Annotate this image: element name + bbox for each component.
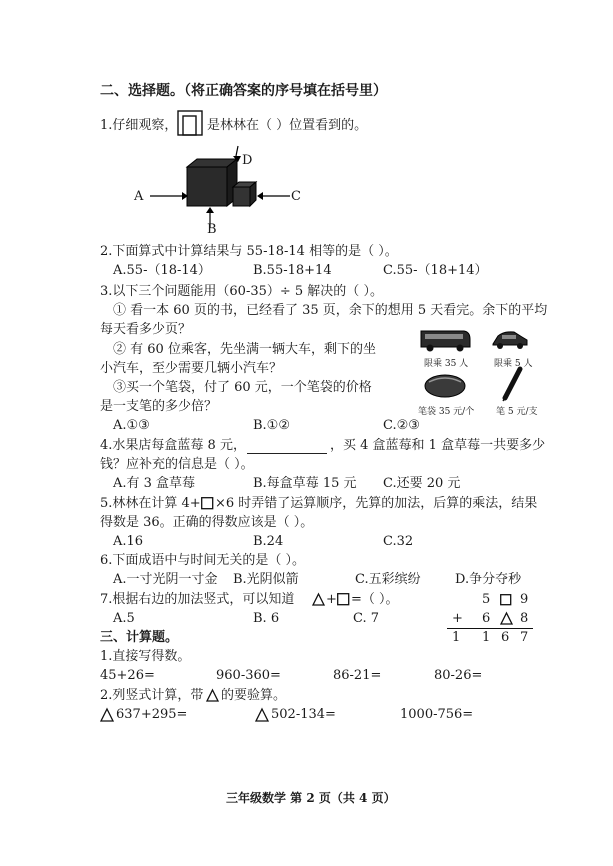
q2-stem: 2.下面算式中计算结果与 55-18-14 相等的是（ ）。 xyxy=(100,244,398,259)
q5-suffix: ×6 时弄错了运算顺序，先算的加法，后算的乘法，结果 xyxy=(215,496,538,511)
pencil-case-icon xyxy=(423,372,469,400)
q7-plus: + xyxy=(326,592,337,607)
bus-label: 限乘 35 人 xyxy=(424,359,469,369)
page-footer: 三年级数学 第 2 页（共 4 页） xyxy=(226,791,396,805)
q3-line6: 是一支笔的多少倍？ xyxy=(100,399,218,414)
label-b: B xyxy=(207,222,217,237)
q3-line3: ② 有 60 位乘客，先坐满一辆大车，剩下的坐 xyxy=(113,342,376,357)
q4-blank xyxy=(247,438,327,454)
label-a: A xyxy=(134,189,144,204)
calc-item: 86-21= xyxy=(333,668,382,683)
q3-line5: ③买一个笔袋，付了 60 元，一个笔袋的价格 xyxy=(113,380,372,395)
q3-option-b: B.①② xyxy=(253,418,290,433)
digit: 1 xyxy=(452,630,461,645)
top-view-icon xyxy=(177,110,203,136)
calc-item: 960-360= xyxy=(216,668,281,683)
sub2-title-b: 的要验算。 xyxy=(221,688,287,703)
square-icon xyxy=(500,594,512,606)
q2-option-c: C.55-（18+14） xyxy=(383,263,488,278)
q4-stem2: 钱？应补充的信息是（ ）。 xyxy=(100,457,254,472)
q4-option-b: B.每盒草莓 15 元 xyxy=(253,476,357,491)
label-d: D xyxy=(242,153,253,168)
q4-option-a: A.有 3 盒草莓 xyxy=(113,476,196,491)
pen-label: 笔 5 元/支 xyxy=(496,407,538,417)
section3-title: 三、计算题。 xyxy=(100,630,179,645)
digit: 5 xyxy=(482,592,491,607)
triangle-icon xyxy=(312,593,325,606)
calc-item: 502-134= xyxy=(271,707,336,722)
section-title: 二、选择题。（将正确答案的序号填在括号里） xyxy=(100,83,387,99)
triangle-icon xyxy=(500,612,513,625)
q3-stem: 3.以下三个问题能用（60-35）÷ 5 解决的（ ）。 xyxy=(100,284,383,299)
q5-option-a: A.16 xyxy=(113,534,144,549)
triangle-icon xyxy=(206,689,219,702)
digit: 8 xyxy=(520,611,529,626)
q7-option-c: C. 7 xyxy=(353,611,380,626)
plus-sign: + xyxy=(452,611,463,626)
q7-suffix: =（ ）。 xyxy=(351,592,399,607)
square-icon xyxy=(201,497,214,510)
q5-option-c: C.32 xyxy=(383,534,414,549)
q3-line4: 小汽车，至少需要几辆小汽车？ xyxy=(100,361,283,376)
q6-option-b: B.光阴似箭 xyxy=(233,572,299,587)
q4-stem-b: ，买 4 盒蓝莓和 1 盒草莓一共要多少 xyxy=(330,438,546,453)
q5-option-b: B.24 xyxy=(253,534,284,549)
square-icon xyxy=(337,593,350,606)
sub2-title-a: 2.列竖式计算，带 xyxy=(100,688,204,703)
q7-prefix: 7.根据右边的加法竖式，可以知道 xyxy=(100,592,295,607)
digit: 7 xyxy=(520,630,529,645)
q3-line1: ① 看一本 60 页的书，已经看了 35 页，余下的想用 5 天看完。余下的平均 xyxy=(113,303,548,318)
q5-prefix: 5.林林在计算 4+ xyxy=(100,496,201,511)
q4-stem-a: 4.水果店每盒蓝莓 8 元， xyxy=(100,438,246,453)
label-c: C xyxy=(291,189,301,204)
triangle-icon xyxy=(100,708,114,722)
sum-line xyxy=(447,628,533,629)
digit: 1 xyxy=(482,630,491,645)
q3-option-a: A.①③ xyxy=(113,418,150,433)
q6-option-a: A.一寸光阴一寸金 xyxy=(113,572,218,587)
bus-icon xyxy=(418,327,472,353)
q4-option-c: C.还要 20 元 xyxy=(383,476,461,491)
pencil-case-label: 笔袋 35 元/个 xyxy=(418,407,475,417)
q1-prefix: 1.仔细观察， xyxy=(100,118,178,133)
q6-option-c: C.五彩缤纷 xyxy=(355,572,421,587)
car-icon xyxy=(490,328,530,352)
q1-suffix: 是林林在（ ）位置看到的。 xyxy=(207,118,368,133)
digit: 9 xyxy=(520,592,529,607)
calc-item: 80-26= xyxy=(434,668,483,683)
calc-item: 45+26= xyxy=(100,668,155,683)
q7-option-b: B. 6 xyxy=(253,611,280,626)
q3-option-c: C.②③ xyxy=(383,418,420,433)
q7-option-a: A.5 xyxy=(113,611,135,626)
q6-option-d: D.争分夺秒 xyxy=(455,572,522,587)
q6-stem: 6.下面成语中与时间无关的是（ ）。 xyxy=(100,553,306,568)
q2-option-b: B.55-18+14 xyxy=(253,263,332,278)
car-label: 限乘 5 人 xyxy=(494,359,533,369)
digit: 6 xyxy=(501,630,510,645)
calc-item: 1000-756= xyxy=(400,707,474,722)
triangle-icon xyxy=(255,708,269,722)
calc-item: 637+295= xyxy=(116,707,188,722)
digit: 6 xyxy=(482,611,491,626)
sub1-title: 1.直接写得数。 xyxy=(100,649,191,664)
pen-icon xyxy=(500,366,524,402)
q3-line2: 每天看多少页？ xyxy=(100,322,192,337)
q2-option-a: A.55-（18-14） xyxy=(113,263,211,278)
cubes-figure xyxy=(130,140,310,240)
q5-stem2: 得数是 36。正确的得数应该是（ ）。 xyxy=(100,515,314,530)
